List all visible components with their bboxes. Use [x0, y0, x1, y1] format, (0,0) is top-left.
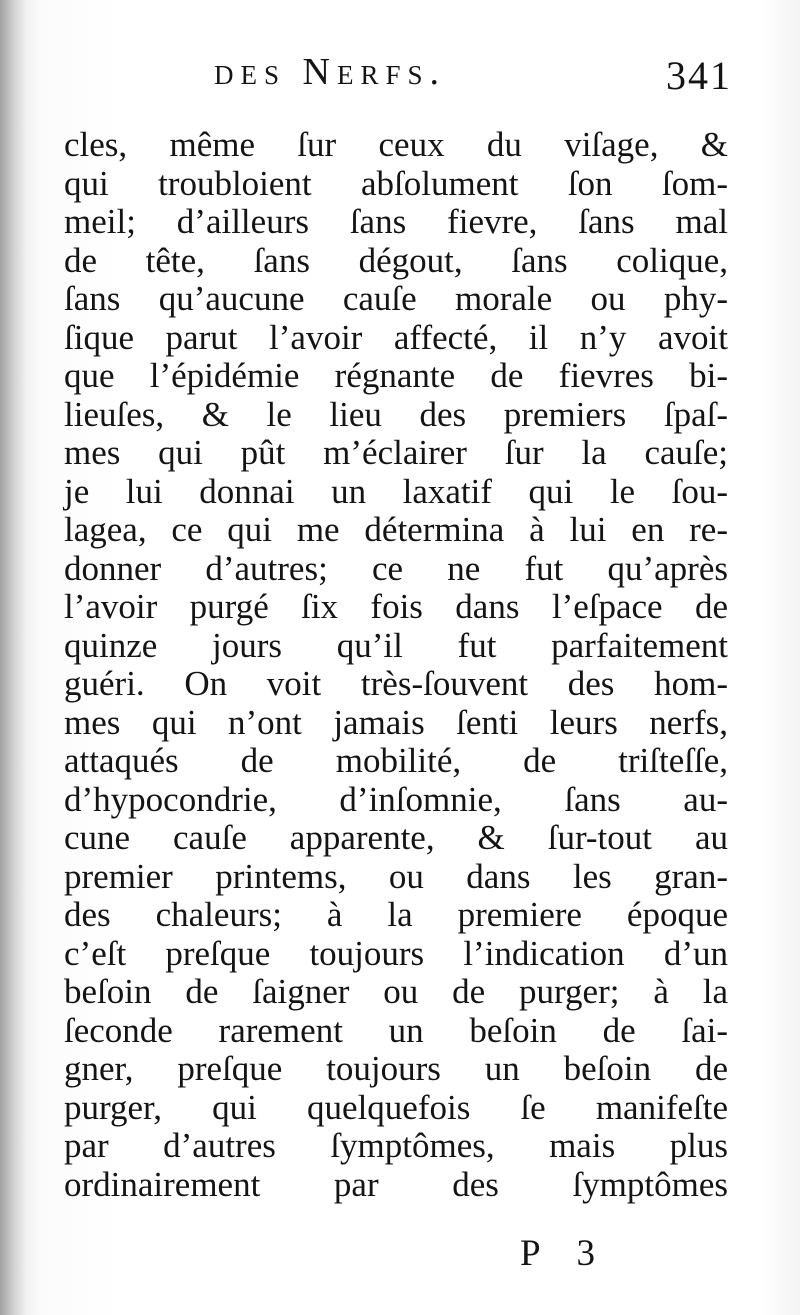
text-line: premier printems, ou dans les gran-: [64, 856, 728, 896]
text-line: l’avoir purgé ſix fois dans l’eſpace de: [64, 587, 728, 626]
text-line: gner, preſque toujours un beſoin de: [64, 1049, 728, 1088]
text-line: je lui donnai un laxatif qui le ſou-: [64, 471, 728, 511]
signature-mark: P 3: [520, 1233, 609, 1274]
text-line: cune cauſe apparente, & ſur-tout au: [64, 818, 728, 857]
text-line: quinze jours qu’il fut parfaitement: [64, 625, 728, 665]
text-line: mes qui pût m’éclairer ſur la cauſe;: [64, 433, 728, 472]
text-line: ſeconde rarement un beſoin de ſai-: [64, 1010, 728, 1050]
text-line: lieuſes, & le lieu des premiers ſpaſ-: [64, 394, 728, 434]
text-line: guéri. On voit très-ſouvent des hom-: [64, 664, 728, 703]
text-line: ſans qu’aucune cauſe morale ou phy-: [64, 279, 728, 318]
text-line: de tête, ſans dégout, ſans colique,: [64, 240, 728, 280]
body-text: [64, 126, 728, 1204]
text-line: donner d’autres; ce ne fut qu’après: [64, 548, 728, 588]
text-line: des chaleurs; à la premiere époque: [64, 895, 728, 934]
text-line: c’eſt preſque toujours l’indication d’un: [64, 933, 728, 973]
text-line: beſoin de ſaigner ou de purger; à la: [64, 972, 728, 1011]
text-line: lagea, ce qui me détermina à lui en re-: [64, 510, 728, 549]
running-head-title: des Nerfs.: [214, 51, 446, 93]
text-line: ſique parut l’avoir affecté, il n’y avoit: [64, 317, 728, 357]
text-line: ordinairement par des ſymptômes: [64, 1164, 728, 1204]
text-line: par d’autres ſymptômes, mais plus: [64, 1126, 728, 1165]
text-line: purger, qui quelquefois ſe manifeſte: [64, 1087, 728, 1127]
text-line: meil; d’ailleurs ſans fievre, ſans mal: [64, 202, 728, 241]
text-line: d’hypocondrie, d’inſomnie, ſans au-: [64, 779, 728, 819]
text-line: attaqués de mobilité, de triſteſſe,: [64, 741, 728, 780]
text-line: que l’épidémie régnante de fievres bi-: [64, 356, 728, 395]
binding-gutter-shadow: [0, 0, 26, 1315]
text-line: qui troubloient abſolument ſon ſom-: [64, 163, 728, 203]
text-line: mes qui n’ont jamais ſenti leurs nerfs,: [64, 702, 728, 742]
page-number: 341: [666, 53, 732, 98]
text-line: cles, même ſur ceux du viſage, &: [64, 125, 728, 164]
